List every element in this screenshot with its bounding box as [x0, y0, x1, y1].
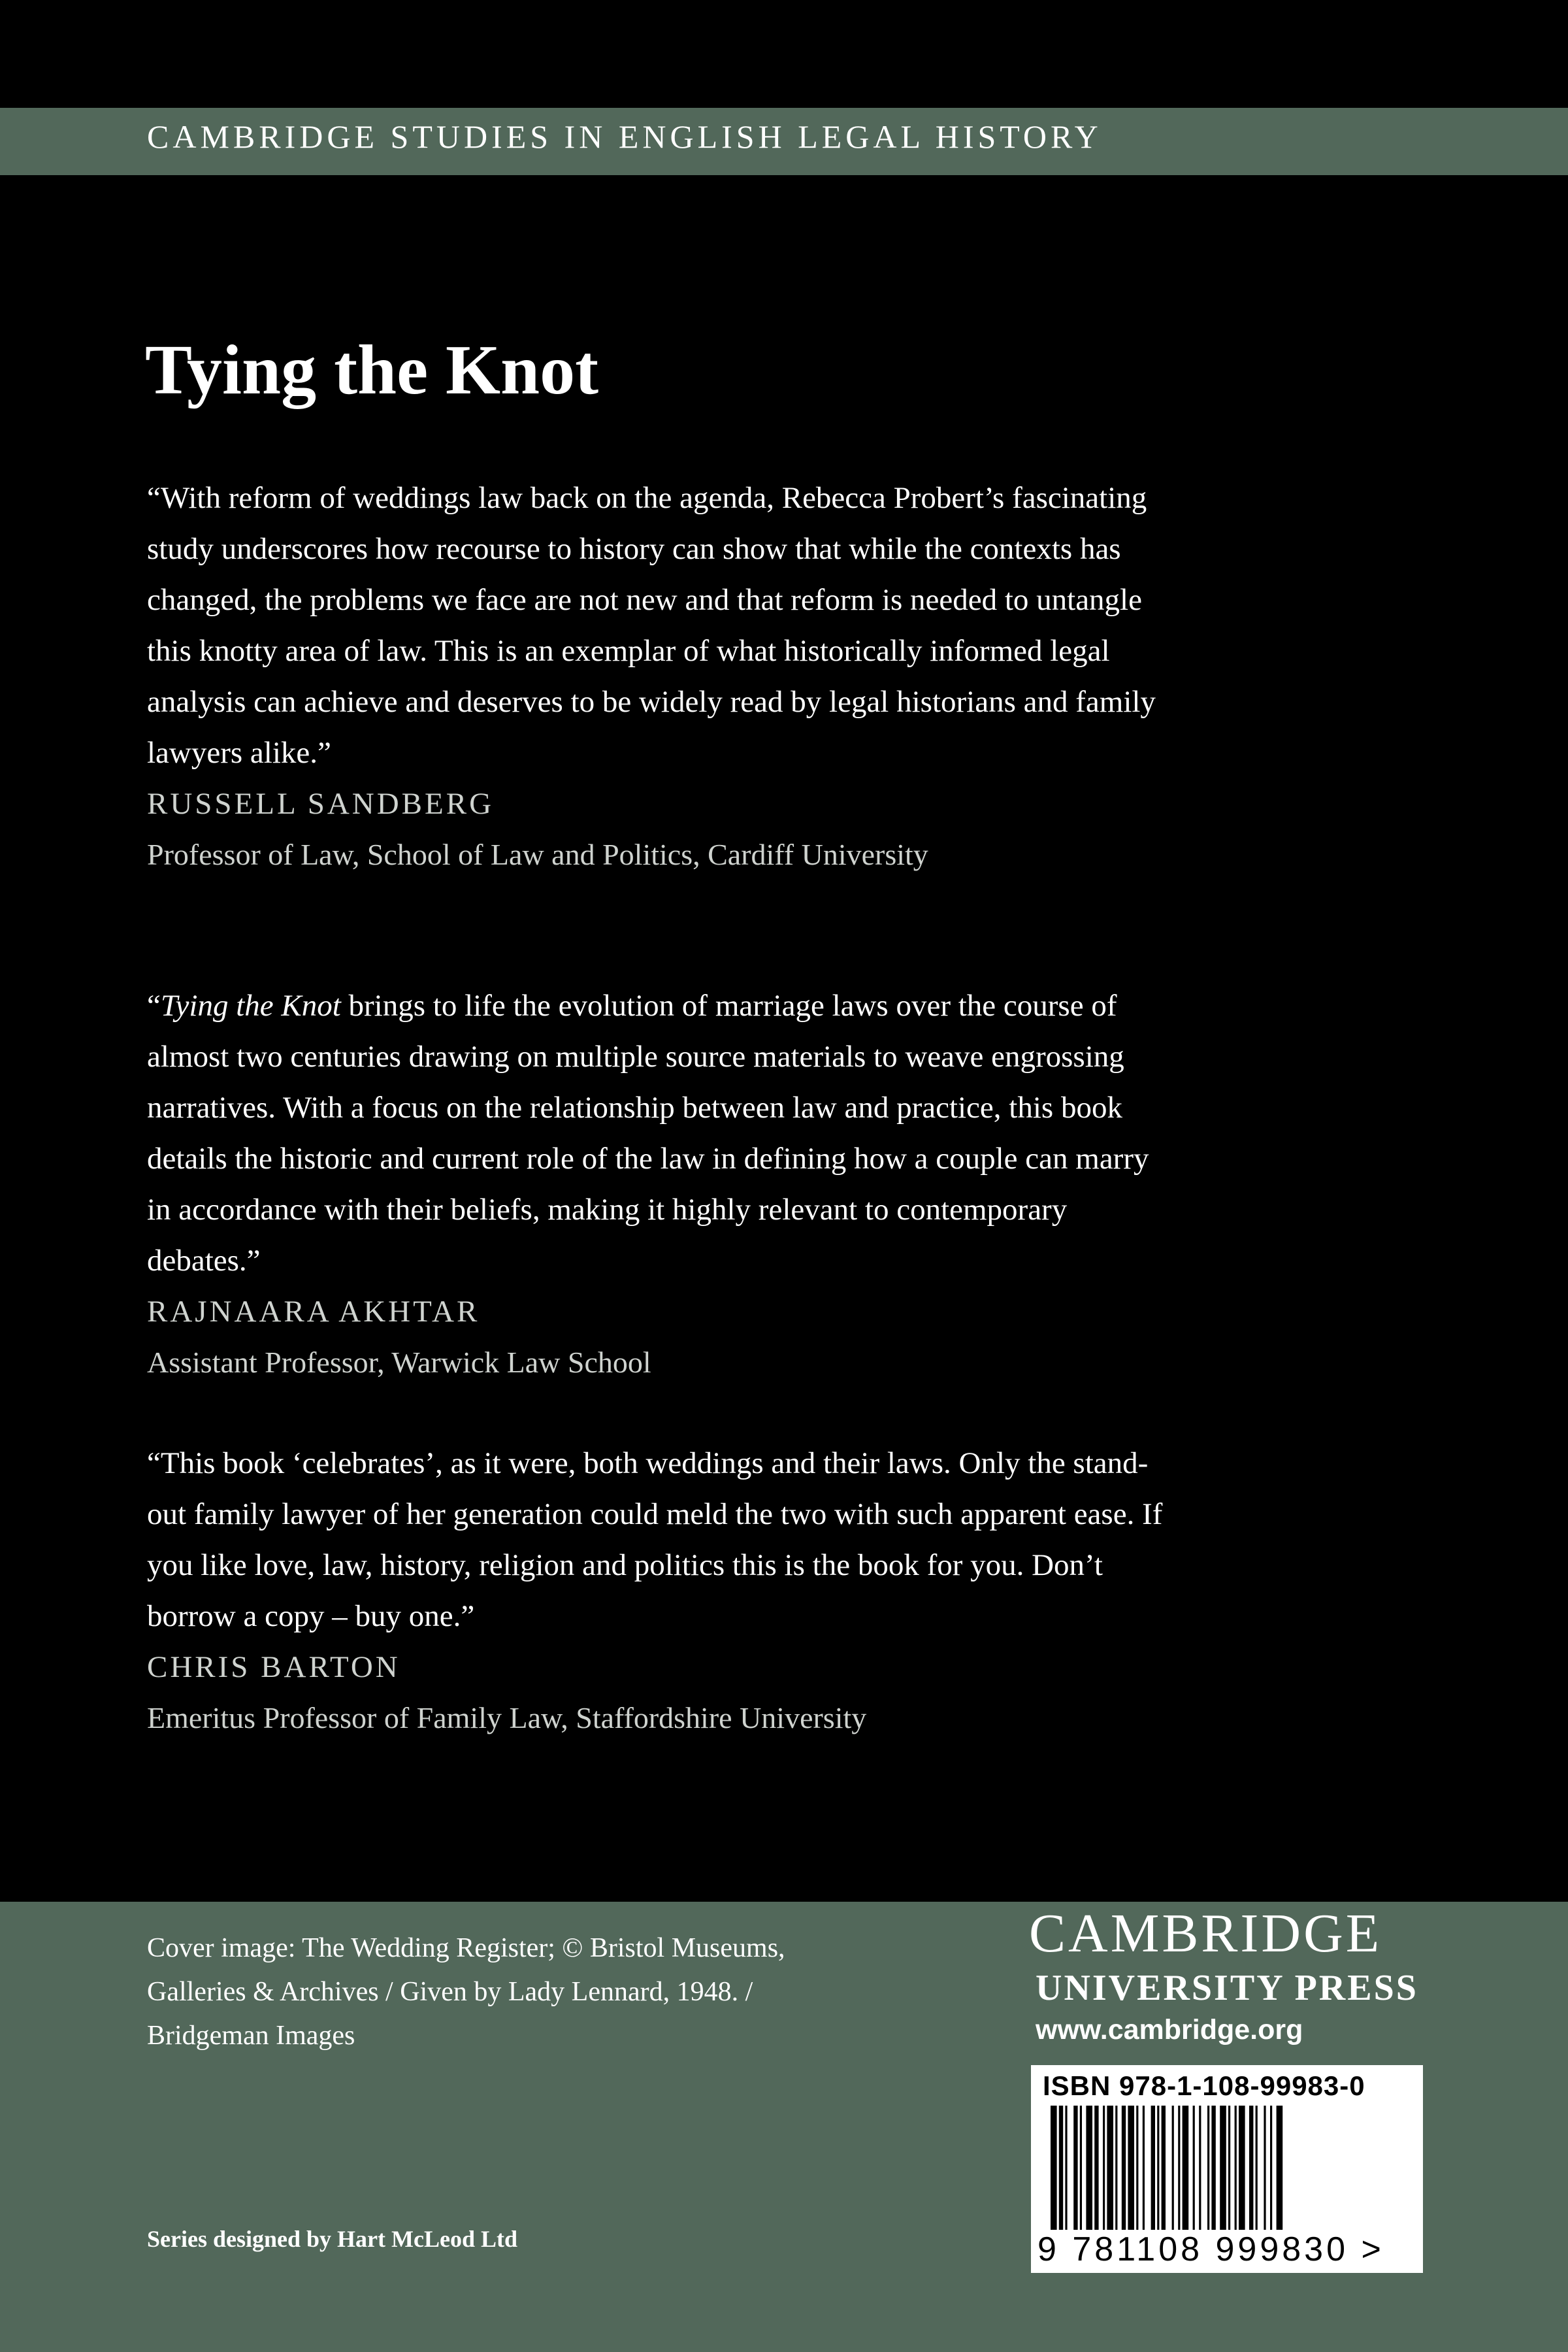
endorsement-quote: “With reform of weddings law back on the agenda, Rebecca Probert’s fascinating study underscores how recourse to history can show that while the contexts has changed, the problems we face are not new and that reform is needed to untangle this knotty area of law. This is an exemplar of what historically informed legal analysis can achieve and deserves to be widely read by legal historians and family lawyers alike.” [147, 481, 1156, 770]
endorsement-affiliation: Professor of Law, School of Law and Politics, Cardiff University [147, 838, 928, 871]
barcode-number: 9 781108 999830 > [1037, 2230, 1384, 2268]
book-title: Tying the Knot [145, 331, 599, 409]
cover-image-credit: Cover image: The Wedding Register; © Bristol Museums, Galleries & Archives / Given by Lady Lennard, 1948. / Bridgeman Images [147, 1933, 785, 2051]
publisher-url: www.cambridge.org [1036, 2014, 1303, 2046]
quote-open: “ [147, 989, 161, 1023]
barcode-panel [1031, 2065, 1423, 2273]
endorsement-quote [147, 980, 1166, 1286]
endorsement-affiliation: Emeritus Professor of Family Law, Staffordshire University [147, 1701, 867, 1734]
endorsement-author: RAJNAARA AKHTAR [147, 1295, 480, 1329]
quote-book-title: Tying the Knot [160, 989, 341, 1023]
publisher-logo-subtitle: UNIVERSITY PRESS [1036, 1968, 1418, 2008]
publisher-logo-name: CAMBRIDGE [1029, 1903, 1382, 1964]
endorsement-affiliation: Assistant Professor, Warwick Law School [147, 1346, 651, 1379]
quote-body: brings to life the evolution of marriage laws over the course of almost two centuries drawing on multiple source materials to weave engrossing narratives. With a focus on the relationship between law and practice, this book details the historic and current role of the law in defining how a couple can marry in accordance with their beliefs, making it highly relevant to contemporary debates.” [147, 989, 1149, 1278]
series-designer: Series designed by Hart McLeod Ltd [147, 2226, 517, 2252]
endorsement-quote: “This book ‘celebrates’, as it were, both weddings and their laws. Only the stand-out family lawyer of her generation could meld the two with such apparent ease. If you like love, law, history, religion and politics this is the book for you. Don’t borrow a copy – buy one.” [147, 1446, 1163, 1633]
isbn-label: ISBN 978-1-108-99983-0 [1043, 2070, 1365, 2101]
endorsement-author: CHRIS BARTON [147, 1650, 400, 1684]
series-title: CAMBRIDGE STUDIES IN ENGLISH LEGAL HISTORY [147, 118, 1102, 155]
barcode-icon [1051, 2106, 1390, 2230]
endorsement-2 [147, 980, 1166, 1388]
endorsement-author: RUSSELL SANDBERG [147, 787, 495, 821]
endorsement-1 [147, 472, 1166, 880]
endorsement-3 [147, 1438, 1166, 1744]
